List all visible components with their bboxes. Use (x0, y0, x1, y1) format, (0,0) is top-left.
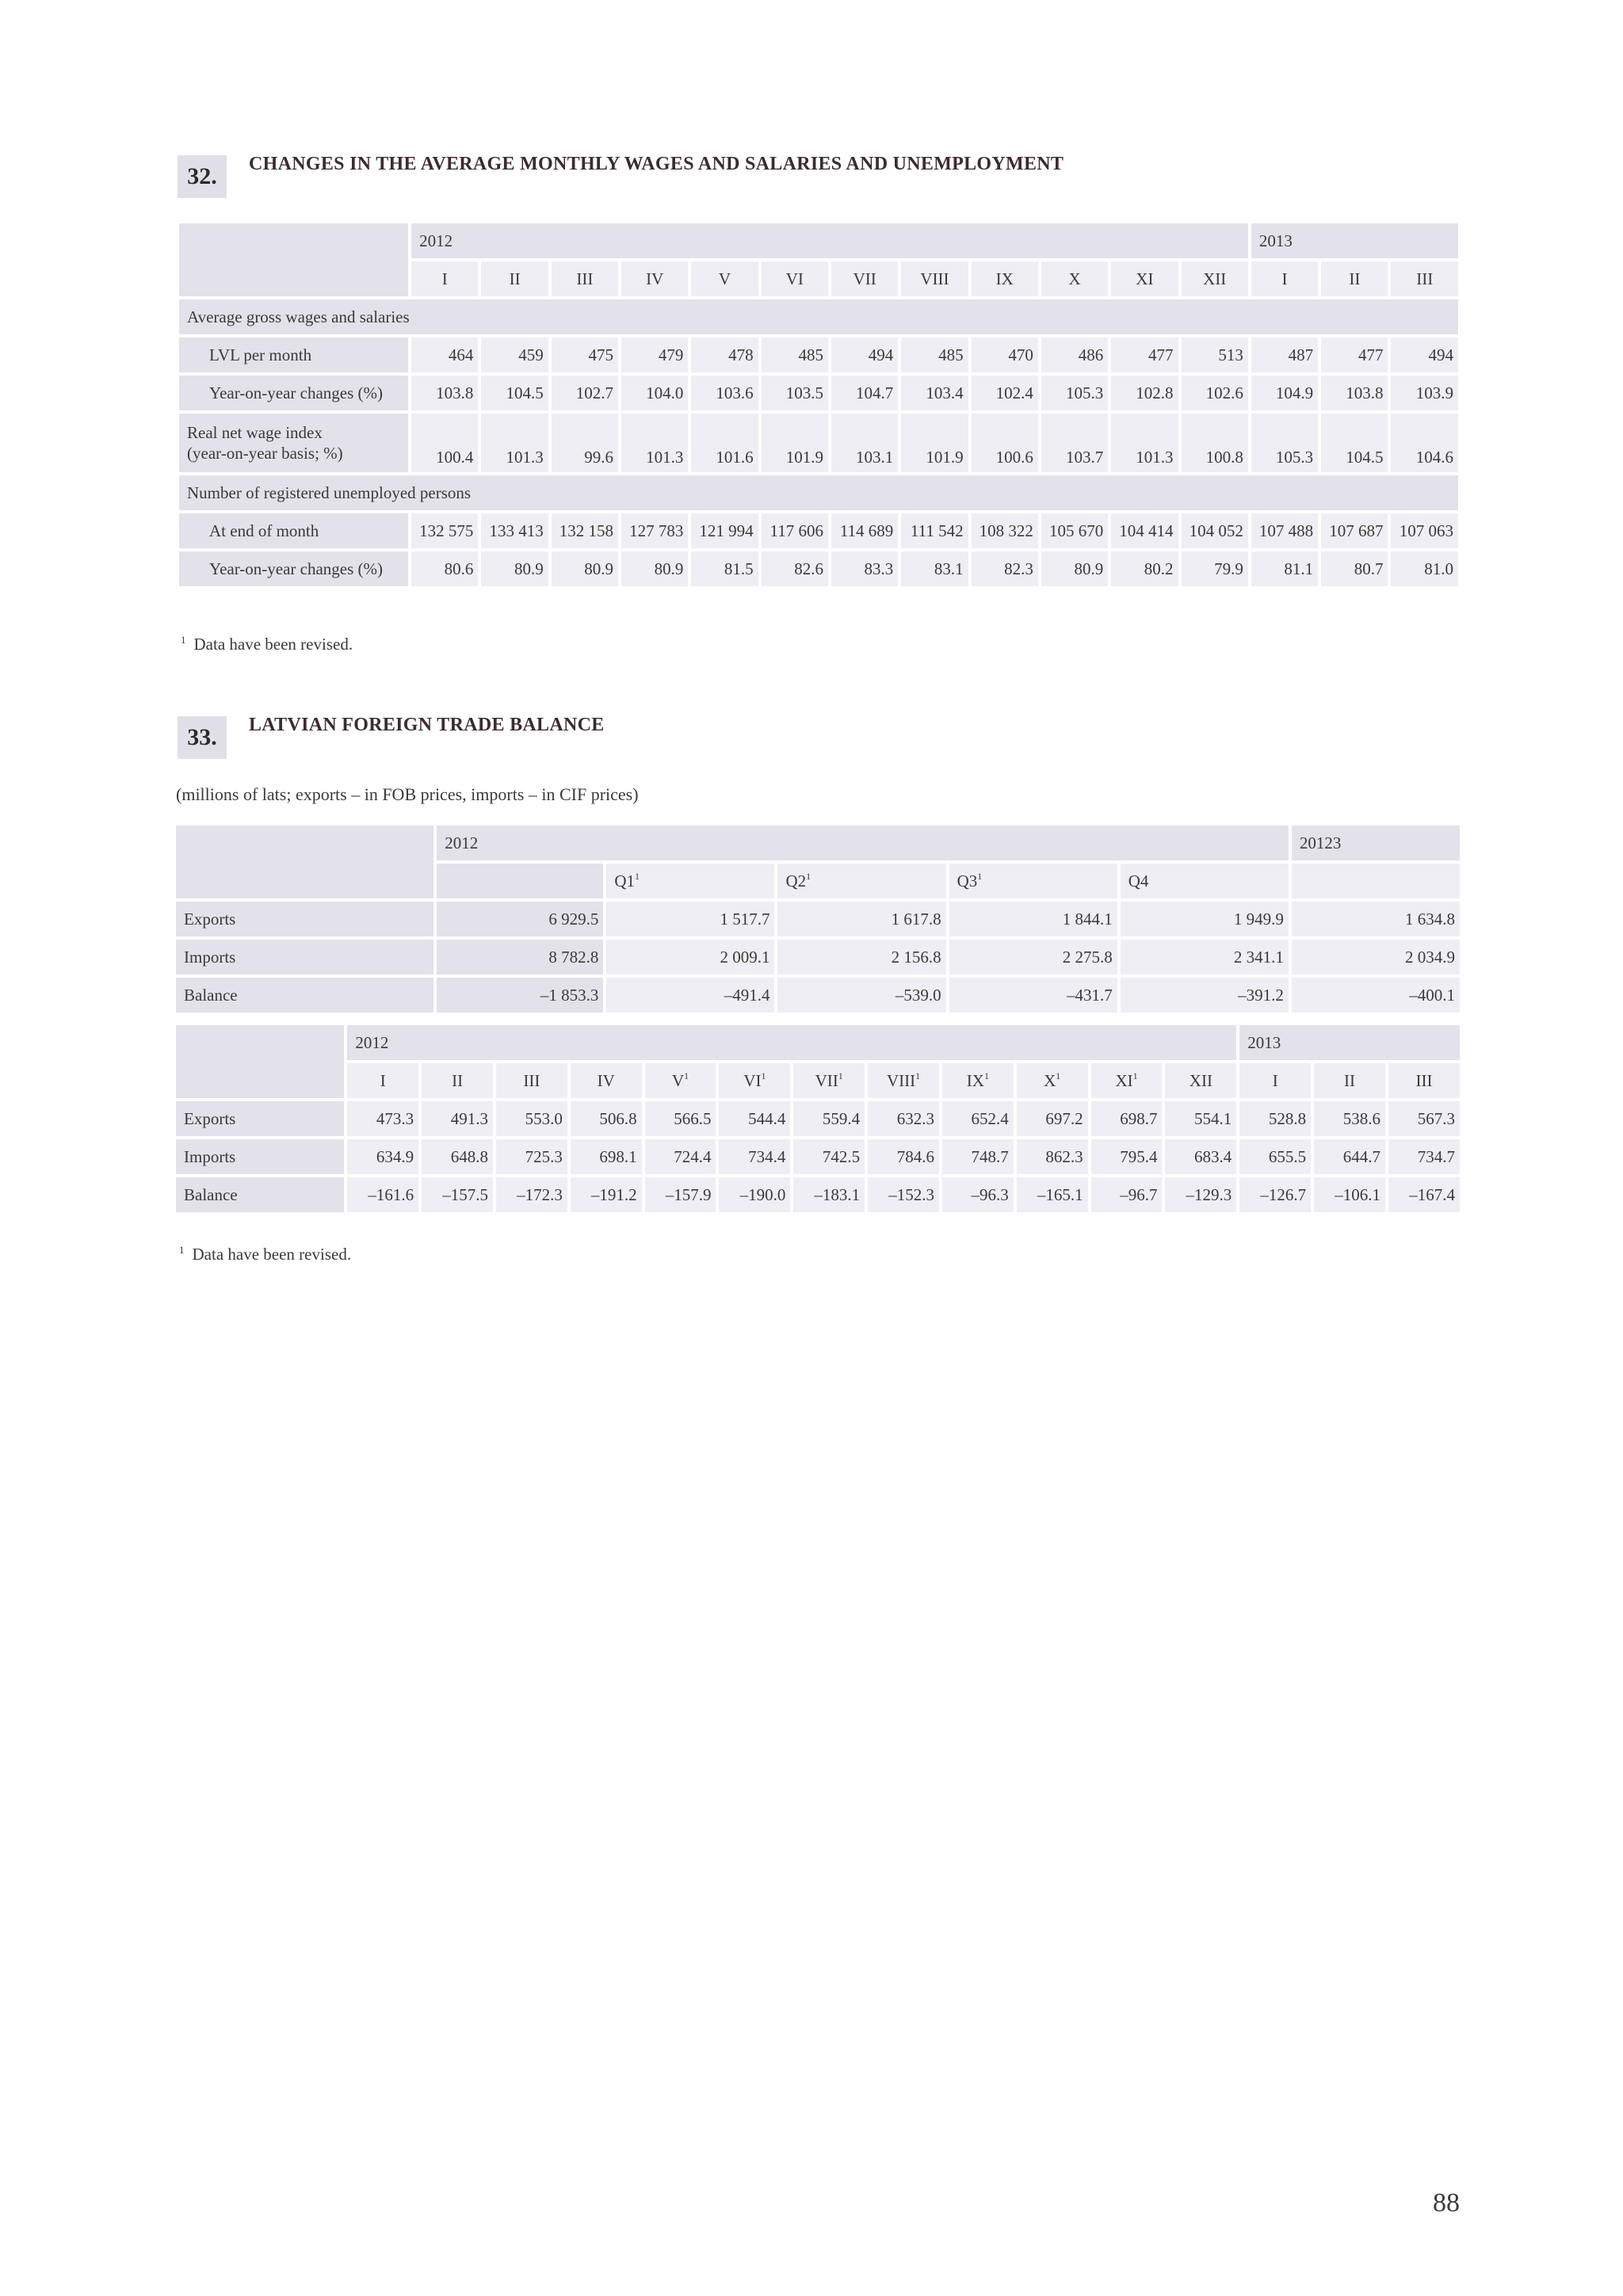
month-header (691, 261, 758, 296)
header-spacer (1292, 864, 1460, 898)
table-row (179, 376, 1458, 410)
data-cell: –172.3 (496, 1177, 567, 1212)
month-header (793, 1063, 865, 1098)
data-cell: 544.4 (719, 1101, 790, 1136)
table-row (179, 414, 1458, 472)
quarter-header (949, 864, 1117, 898)
month-header (1165, 1063, 1236, 1098)
month-label: III (523, 1071, 540, 1090)
revised-mark: 1 (1132, 1070, 1138, 1081)
data-cell: 105.3 (1041, 376, 1108, 410)
month-label: XI (1115, 1071, 1133, 1090)
data-cell: 101.3 (621, 414, 688, 472)
data-cell: 554.1 (1165, 1101, 1236, 1136)
month-label: V (671, 1071, 685, 1090)
data-cell: 100.8 (1182, 414, 1248, 472)
data-cell: 644.7 (1314, 1139, 1385, 1174)
data-cell: 725.3 (496, 1139, 567, 1174)
quarter-header (606, 864, 774, 898)
month-label: IX (966, 1071, 984, 1090)
month-label: VIII (886, 1071, 916, 1090)
header-spacer (437, 864, 603, 898)
month-header (942, 1063, 1014, 1098)
month-label: IX (995, 269, 1014, 288)
row-label: Imports (176, 940, 433, 974)
data-cell: 104.6 (1391, 414, 1458, 472)
year-header: 2012 (411, 223, 1248, 258)
row-label-line: Real net wage index (187, 423, 323, 442)
data-cell: 107 687 (1321, 513, 1388, 548)
revised-mark: 1 (1056, 1070, 1061, 1081)
month-header (868, 1063, 939, 1098)
data-cell: 80.2 (1111, 551, 1178, 586)
month-header-row (176, 1063, 1460, 1098)
data-cell: –129.3 (1165, 1177, 1236, 1212)
data-cell: 80.9 (481, 551, 548, 586)
data-cell: 107 063 (1391, 513, 1458, 548)
footnote (181, 634, 353, 654)
month-label: I (1281, 269, 1288, 288)
data-cell: 559.4 (793, 1101, 865, 1136)
revised-mark: 1 (983, 1070, 989, 1081)
data-cell: 724.4 (645, 1139, 716, 1174)
data-cell: 553.0 (496, 1101, 567, 1136)
data-cell: 494 (831, 338, 898, 372)
month-header (621, 261, 688, 296)
data-cell: –183.1 (793, 1177, 865, 1212)
data-cell: 103.9 (1391, 376, 1458, 410)
data-cell: 494 (1391, 338, 1458, 372)
data-cell: 100.6 (972, 414, 1038, 472)
data-cell: 566.5 (645, 1101, 716, 1136)
data-cell: 8 782.8 (437, 940, 603, 974)
data-cell: 81.1 (1251, 551, 1318, 586)
month-label: V (718, 269, 731, 288)
data-cell: –539.0 (777, 978, 945, 1013)
data-cell: 80.9 (621, 551, 688, 586)
data-cell: 648.8 (422, 1139, 493, 1174)
data-cell: 567.3 (1388, 1101, 1460, 1136)
table-row (176, 1177, 1460, 1212)
data-cell: 80.9 (1041, 551, 1108, 586)
data-cell: 683.4 (1165, 1139, 1236, 1174)
data-cell: 479 (621, 338, 688, 372)
revised-mark: 1 (915, 1070, 921, 1081)
data-cell: 111 542 (901, 513, 968, 548)
data-cell: –391.2 (1121, 978, 1289, 1013)
month-label: VII (853, 269, 876, 288)
row-label: Exports (176, 902, 433, 936)
data-cell: 103.1 (831, 414, 898, 472)
year-header: 2012 (347, 1025, 1236, 1060)
data-cell: 80.9 (552, 551, 618, 586)
data-cell: 81.5 (691, 551, 758, 586)
month-header (901, 261, 968, 296)
data-cell: 133 413 (481, 513, 548, 548)
data-cell: 104.5 (481, 376, 548, 410)
month-header (481, 261, 548, 296)
table-title: CHANGES IN THE AVERAGE MONTHLY WAGES AND SALARIES AND UNEMPLOYMENT (249, 154, 1064, 174)
data-cell: 127 783 (621, 513, 688, 548)
wages-unemployment-table (176, 220, 1461, 589)
month-label: II (452, 1071, 464, 1090)
data-cell: 80.7 (1321, 551, 1388, 586)
data-cell: 742.5 (793, 1139, 865, 1174)
data-cell: 101.6 (691, 414, 758, 472)
data-cell: 81.0 (1391, 551, 1458, 586)
group-label: Number of registered unemployed persons (179, 475, 1458, 510)
month-label: VIII (920, 269, 949, 288)
row-label: Balance (176, 1177, 344, 1212)
data-cell: 2 275.8 (949, 940, 1117, 974)
data-cell: 102.7 (552, 376, 618, 410)
data-cell: 795.4 (1091, 1139, 1163, 1174)
data-cell: 104.0 (621, 376, 688, 410)
month-label: XI (1136, 269, 1154, 288)
data-cell: 104 052 (1182, 513, 1248, 548)
quarter-label: Q4 (1128, 871, 1149, 891)
header-corner (179, 223, 408, 296)
data-cell: 105 670 (1041, 513, 1108, 548)
data-cell: –400.1 (1292, 978, 1460, 1013)
row-label: Year-on-year changes (%) (179, 551, 408, 586)
table-subtitle: (millions of lats; exports – in FOB prices, imports – in CIF prices) (176, 784, 639, 804)
month-label: VI (743, 1071, 762, 1090)
data-cell: 491.3 (422, 1101, 493, 1136)
month-header (831, 261, 898, 296)
month-header (552, 261, 618, 296)
month-label: IV (597, 1071, 615, 1090)
row-label (179, 414, 408, 472)
data-cell: 104.7 (831, 376, 898, 410)
data-cell: 100.4 (411, 414, 478, 472)
data-cell: 105.3 (1251, 414, 1318, 472)
data-cell: 470 (972, 338, 1038, 372)
data-cell: 652.4 (942, 1101, 1014, 1136)
data-cell: 655.5 (1239, 1139, 1311, 1174)
month-label: II (1349, 269, 1361, 288)
month-label: II (1344, 1071, 1356, 1090)
data-cell: 99.6 (552, 414, 618, 472)
data-cell: 784.6 (868, 1139, 939, 1174)
data-cell: –96.7 (1091, 1177, 1163, 1212)
table-row (176, 1101, 1460, 1136)
data-cell: 103.7 (1041, 414, 1108, 472)
data-cell: –491.4 (606, 978, 774, 1013)
data-cell: 478 (691, 338, 758, 372)
data-cell: 104 414 (1111, 513, 1178, 548)
month-header (411, 261, 478, 296)
data-cell: –126.7 (1239, 1177, 1311, 1212)
table-row (176, 978, 1460, 1013)
month-label: III (1415, 1071, 1433, 1090)
data-cell: 2 341.1 (1121, 940, 1289, 974)
revised-mark: 1 (761, 1070, 766, 1081)
footnote-text: Data have been revised. (192, 1245, 352, 1264)
data-cell: 1 844.1 (949, 902, 1117, 936)
footnote-mark: 1 (181, 634, 186, 646)
data-cell: –191.2 (571, 1177, 642, 1212)
data-cell: –161.6 (347, 1177, 418, 1212)
footnote-text: Data have been revised. (193, 635, 353, 654)
month-header (1251, 261, 1318, 296)
row-label-line: (year-on-year basis; %) (187, 444, 343, 463)
data-cell: –96.3 (942, 1177, 1014, 1212)
data-cell: 117 606 (762, 513, 828, 548)
data-cell: –165.1 (1017, 1177, 1088, 1212)
data-cell: 1 517.7 (606, 902, 774, 936)
data-cell: 102.6 (1182, 376, 1248, 410)
data-cell: 83.3 (831, 551, 898, 586)
data-cell: 101.9 (901, 414, 968, 472)
month-label: II (509, 269, 521, 288)
data-cell: 1 634.8 (1292, 902, 1460, 936)
month-header (1239, 1063, 1311, 1098)
revised-mark: 1 (684, 1070, 689, 1081)
page-number: 88 (1433, 2188, 1460, 2218)
month-header (1111, 261, 1178, 296)
data-cell: 103.5 (762, 376, 828, 410)
data-cell: 513 (1182, 338, 1248, 372)
data-cell: 487 (1251, 338, 1318, 372)
month-header (762, 261, 828, 296)
data-cell: 102.8 (1111, 376, 1178, 410)
data-cell: 103.4 (901, 376, 968, 410)
revised-mark: 1 (806, 871, 812, 882)
data-cell: 103.6 (691, 376, 758, 410)
table-row (176, 1139, 1460, 1174)
data-cell: 103.8 (1321, 376, 1388, 410)
month-label: III (576, 269, 594, 288)
data-cell: 82.6 (762, 551, 828, 586)
month-header (1314, 1063, 1385, 1098)
year-header: 2012 (437, 826, 1289, 860)
data-cell: 82.3 (972, 551, 1038, 586)
year-header: 20123 (1292, 826, 1460, 860)
row-label: Imports (176, 1139, 344, 1174)
footnote (179, 1244, 351, 1264)
header-corner (176, 1025, 344, 1098)
month-label: IV (646, 269, 664, 288)
table-number: 32. (178, 155, 227, 198)
data-cell: 132 158 (552, 513, 618, 548)
year-header: 2013 (1251, 223, 1458, 258)
data-cell: –106.1 (1314, 1177, 1385, 1212)
revised-mark: 1 (977, 871, 983, 882)
data-cell: 83.1 (901, 551, 968, 586)
month-header (645, 1063, 716, 1098)
data-cell: 6 929.5 (437, 902, 603, 936)
data-cell: 114 689 (831, 513, 898, 548)
data-cell: 459 (481, 338, 548, 372)
month-header (1321, 261, 1388, 296)
data-cell: –1 853.3 (437, 978, 603, 1013)
data-cell: –167.4 (1388, 1177, 1460, 1212)
data-cell: 485 (762, 338, 828, 372)
data-cell: 862.3 (1017, 1139, 1088, 1174)
row-label: LVL per month (179, 338, 408, 372)
data-cell: 486 (1041, 338, 1108, 372)
data-cell: –157.9 (645, 1177, 716, 1212)
table-row (179, 551, 1458, 586)
data-cell: 2 034.9 (1292, 940, 1460, 974)
month-header (719, 1063, 790, 1098)
data-cell: 121 994 (691, 513, 758, 548)
footnote-mark: 1 (179, 1244, 185, 1256)
data-cell: 108 322 (972, 513, 1038, 548)
month-header (571, 1063, 642, 1098)
data-cell: 477 (1111, 338, 1178, 372)
month-header (496, 1063, 567, 1098)
data-cell: 132 575 (411, 513, 478, 548)
data-cell: 632.3 (868, 1101, 939, 1136)
month-label: I (380, 1071, 386, 1090)
month-label: III (1416, 269, 1434, 288)
data-cell: 101.3 (1111, 414, 1178, 472)
data-cell: 475 (552, 338, 618, 372)
month-header (1388, 1063, 1460, 1098)
data-cell: 734.4 (719, 1139, 790, 1174)
month-label: X (1044, 1071, 1056, 1090)
data-cell: 697.2 (1017, 1101, 1088, 1136)
month-header (1182, 261, 1248, 296)
data-cell: 477 (1321, 338, 1388, 372)
data-cell: 104.9 (1251, 376, 1318, 410)
data-cell: 2 009.1 (606, 940, 774, 974)
data-cell: –152.3 (868, 1177, 939, 1212)
data-cell: 698.7 (1091, 1101, 1163, 1136)
group-label: Average gross wages and salaries (179, 299, 1458, 334)
data-cell: 2 156.8 (777, 940, 945, 974)
row-label: Balance (176, 978, 433, 1013)
table-row (176, 902, 1460, 936)
data-cell: 1 949.9 (1121, 902, 1289, 936)
data-cell: 102.4 (972, 376, 1038, 410)
data-cell: 538.6 (1314, 1101, 1385, 1136)
month-label: X (1068, 269, 1081, 288)
data-cell: 464 (411, 338, 478, 372)
data-cell: –431.7 (949, 978, 1117, 1013)
month-header (1017, 1063, 1088, 1098)
month-label: VI (785, 269, 804, 288)
data-cell: 1 617.8 (777, 902, 945, 936)
table-title: LATVIAN FOREIGN TRADE BALANCE (249, 715, 605, 735)
month-label: VII (815, 1071, 838, 1090)
revised-mark: 1 (635, 871, 640, 882)
data-cell: 485 (901, 338, 968, 372)
data-cell: 748.7 (942, 1139, 1014, 1174)
month-header (1041, 261, 1108, 296)
data-cell: 79.9 (1182, 551, 1248, 586)
row-label: Exports (176, 1101, 344, 1136)
table-row (179, 513, 1458, 548)
trade-quarterly-table (173, 822, 1463, 1016)
quarter-label: Q2 (785, 871, 807, 891)
month-label: XII (1189, 1071, 1212, 1090)
table-row (179, 338, 1458, 372)
data-cell: 101.3 (481, 414, 548, 472)
month-header (422, 1063, 493, 1098)
year-header: 2013 (1239, 1025, 1460, 1060)
data-cell: 506.8 (571, 1101, 642, 1136)
quarter-header (777, 864, 945, 898)
row-label: At end of month (179, 513, 408, 548)
table-row (176, 940, 1460, 974)
data-cell: 80.6 (411, 551, 478, 586)
table-33-heading (178, 716, 605, 759)
data-cell: –157.5 (422, 1177, 493, 1212)
month-header (972, 261, 1038, 296)
month-header (1391, 261, 1458, 296)
data-cell: 528.8 (1239, 1101, 1311, 1136)
data-cell: 473.3 (347, 1101, 418, 1136)
data-cell: 698.1 (571, 1139, 642, 1174)
table-32-heading (178, 155, 1064, 198)
month-label: XII (1203, 269, 1227, 288)
data-cell: 634.9 (347, 1139, 418, 1174)
data-cell: 101.9 (762, 414, 828, 472)
month-header (1091, 1063, 1163, 1098)
month-label: I (441, 269, 448, 288)
trade-monthly-table (173, 1022, 1463, 1215)
revised-mark: 1 (838, 1070, 843, 1081)
row-label: Year-on-year changes (%) (179, 376, 408, 410)
data-cell: 107 488 (1251, 513, 1318, 548)
data-cell: –190.0 (719, 1177, 790, 1212)
table-number: 33. (178, 716, 227, 759)
quarter-label: Q1 (614, 871, 636, 891)
month-header (347, 1063, 418, 1098)
data-cell: 103.8 (411, 376, 478, 410)
data-cell: 104.5 (1321, 414, 1388, 472)
data-cell: 734.7 (1388, 1139, 1460, 1174)
month-label: I (1272, 1071, 1278, 1090)
quarter-header (1121, 864, 1289, 898)
header-corner (176, 826, 433, 898)
quarter-label: Q3 (957, 871, 978, 891)
